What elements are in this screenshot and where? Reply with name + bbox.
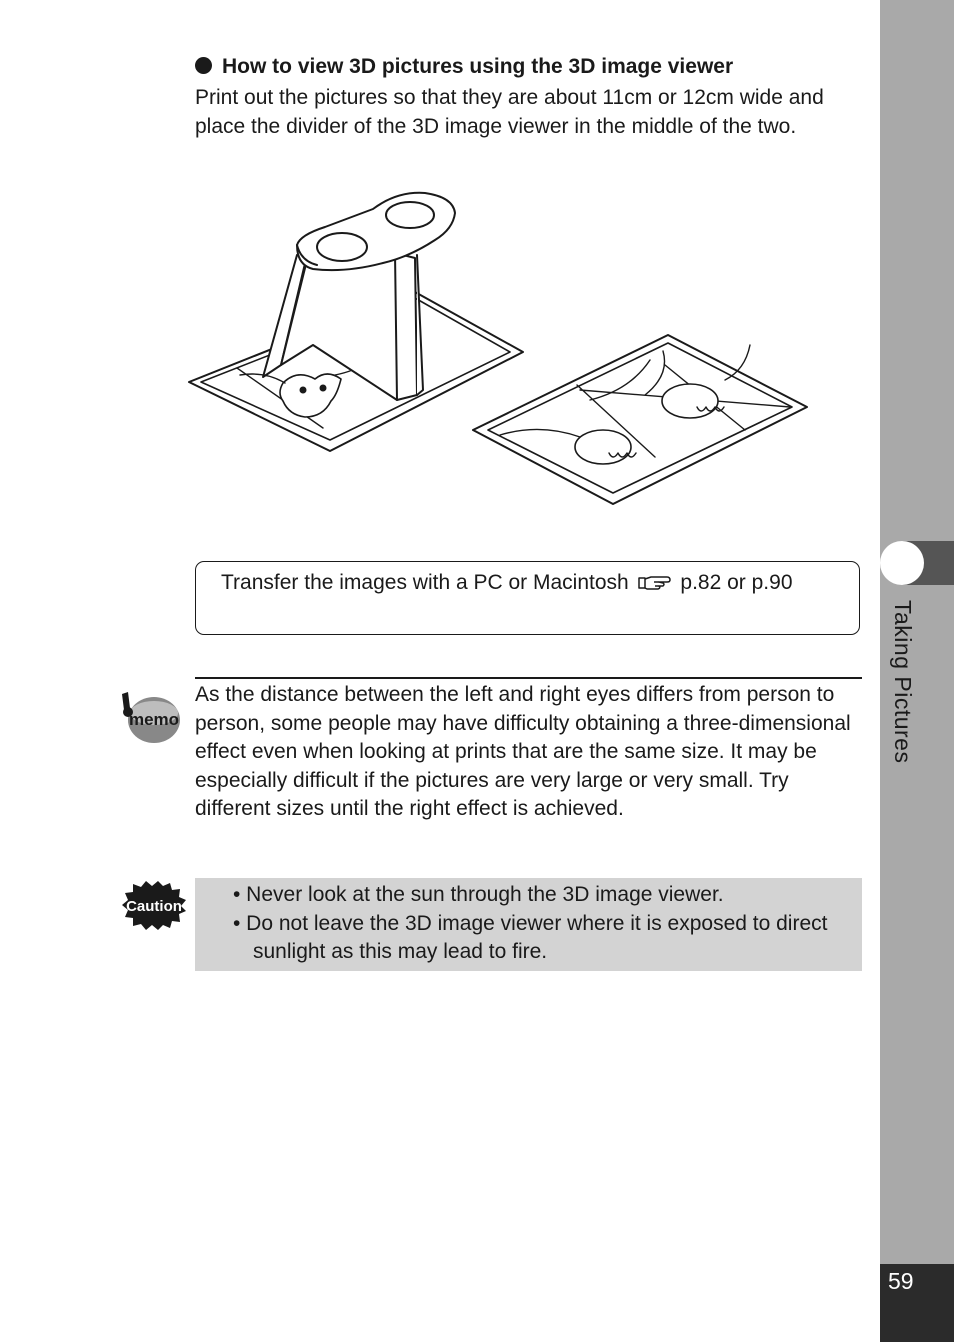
section-heading <box>195 55 733 79</box>
caution-item: • Never look at the sun through the 3D image viewer. <box>233 883 724 906</box>
transfer-note <box>195 561 860 635</box>
caution-list <box>233 881 862 967</box>
reference-pointer-icon <box>637 572 673 592</box>
section-label: Taking Pictures <box>890 600 916 764</box>
intro-paragraph: Print out the pictures so that they are about 11cm or 12cm wide and place the divider of the 3D image viewer in the middle of the two. <box>195 86 824 138</box>
page-number: 59 <box>888 1268 914 1294</box>
heading-text: How to view 3D pictures using the 3D image viewer <box>222 55 734 78</box>
memo-icon-label: memo <box>128 710 180 729</box>
note-reference: p.82 or p.90 <box>680 571 793 594</box>
caution-box <box>195 878 862 971</box>
memo-divider <box>195 677 862 679</box>
viewer-eyepiece-frame <box>297 193 455 270</box>
caution-item: • Do not leave the 3D image viewer where it is exposed to direct sunlight as this may lead to fire. <box>233 911 828 963</box>
caution-icon <box>120 880 188 930</box>
3d-viewer-illustration <box>185 185 815 515</box>
note-text: Transfer the images with a PC or Macintosh <box>221 571 629 594</box>
section-tab-circle <box>880 541 924 585</box>
bullet-icon <box>195 57 212 74</box>
caution-icon-label: Caution <box>126 898 182 915</box>
memo-text: As the distance between the left and right eyes differs from person to person, some people may have difficulty obtaining a three-dimensional effect even when looking at prints that are the same size. It may be especially difficult if the pictures are very large or very small. Try different sizes until the right effect is achieved. <box>195 683 851 820</box>
right-print-sheet <box>473 335 807 504</box>
memo-icon <box>116 690 182 746</box>
